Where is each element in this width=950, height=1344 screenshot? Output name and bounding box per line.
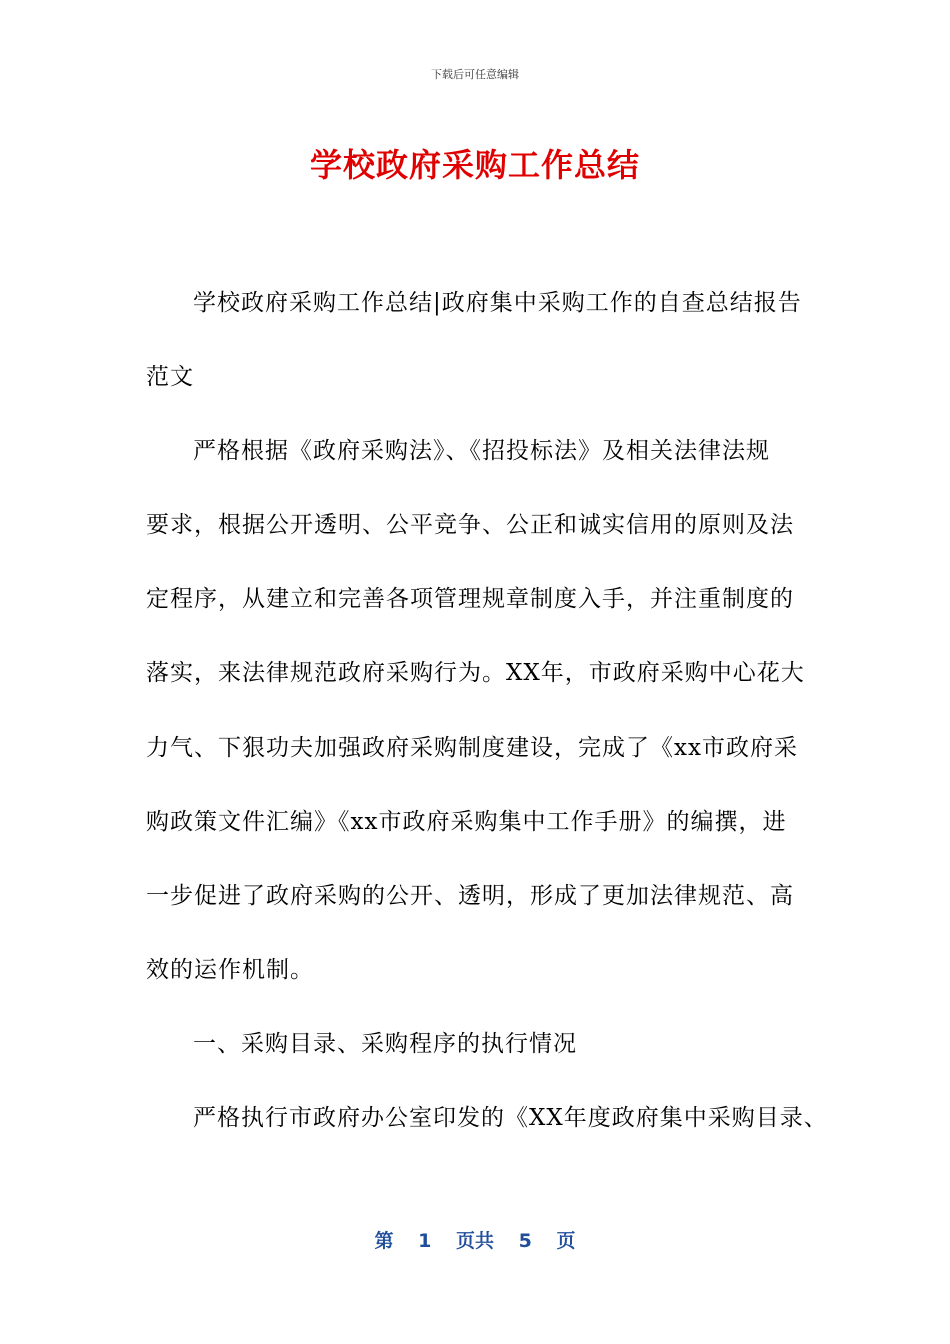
footer-page-number: 1 — [418, 1230, 432, 1252]
section-heading: 一、采购目录、采购程序的执行情况 — [193, 1031, 577, 1057]
paragraph-line: 学校政府采购工作总结|政府集中采购工作的自查总结报告 — [193, 290, 802, 316]
header-note: 下载后可任意编辑 — [431, 68, 519, 81]
paragraph-line: 购政策文件汇编》《xx市政府采购集中工作手册》的编撰，进 — [146, 809, 787, 835]
paragraph-line: 力气、下狠功夫加强政府采购制度建设，完成了《xx市政府采 — [146, 735, 798, 761]
paragraph-line: 一步促进了政府采购的公开、透明，形成了更加法律规范、高 — [146, 883, 794, 909]
footer-page-mid: 页共 — [455, 1230, 494, 1252]
paragraph-line: 定程序，从建立和完善各项管理规章制度入手，并注重制度的 — [146, 586, 794, 612]
paragraph-line: 严格执行市政府办公室印发的《XX年度政府集中采购目录、 — [193, 1105, 828, 1131]
footer-page-total: 5 — [518, 1230, 532, 1252]
paragraph-line: 严格根据《政府采购法》、《招投标法》及相关法律法规 — [193, 438, 770, 464]
document-title: 学校政府采购工作总结 — [309, 146, 640, 184]
paragraph-line: 要求，根据公开透明、公平竞争、公正和诚实信用的原则及法 — [146, 512, 794, 538]
paragraph-line: 效的运作机制。 — [146, 957, 314, 983]
paragraph-line: 范文 — [146, 364, 194, 390]
footer-page-suffix: 页 — [556, 1230, 576, 1252]
page-footer — [0, 1226, 950, 1253]
footer-page-prefix: 第 — [374, 1230, 394, 1252]
paragraph-line: 落实，来法律规范政府采购行为。XX年，市政府采购中心花大 — [146, 660, 805, 686]
